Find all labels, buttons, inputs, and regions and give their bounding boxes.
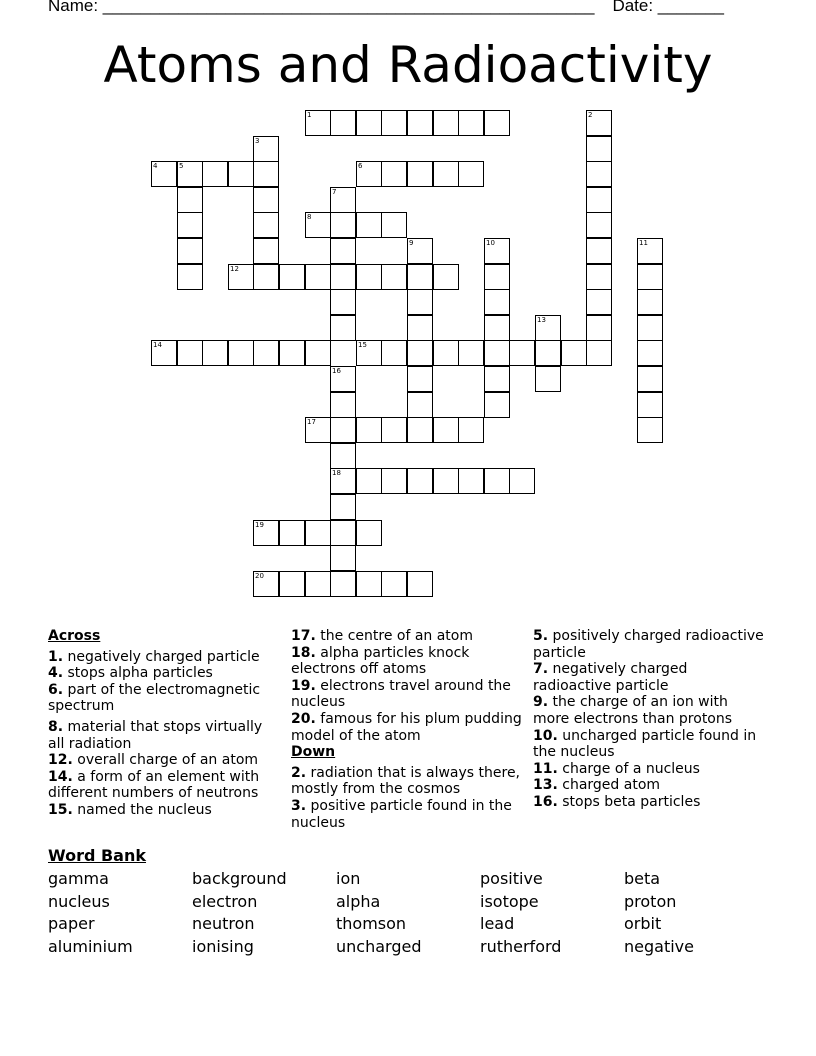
grid-cell[interactable] — [381, 468, 407, 494]
grid-cell[interactable] — [356, 110, 382, 136]
grid-cell[interactable] — [177, 264, 203, 290]
grid-cell[interactable] — [330, 264, 356, 290]
grid-cell[interactable] — [330, 443, 356, 469]
grid-cell[interactable] — [407, 571, 433, 597]
clue-across-18 — [291, 645, 527, 678]
cell-number: 9 — [409, 239, 414, 247]
clue-text: alpha particles knock electrons off atoms — [291, 644, 470, 678]
clue-down-5 — [533, 628, 768, 661]
grid-cell[interactable] — [330, 520, 356, 546]
grid-cell[interactable] — [407, 161, 433, 187]
clue-number: 13. — [533, 777, 558, 794]
grid-cell[interactable] — [330, 315, 356, 341]
clue-across-20 — [291, 711, 527, 744]
grid-cell[interactable] — [253, 264, 279, 290]
clue-text: famous for his plum pudding model of the atom — [291, 710, 522, 744]
clue-text: stops beta particles — [562, 793, 701, 810]
grid-cell[interactable] — [177, 238, 203, 264]
grid-cell[interactable] — [407, 340, 433, 366]
grid-cell[interactable] — [356, 468, 382, 494]
grid-cell[interactable] — [433, 417, 459, 443]
grid-cell[interactable] — [279, 520, 305, 546]
grid-cell[interactable] — [330, 494, 356, 520]
clue-number: 9. — [533, 694, 549, 711]
clue-number: 19. — [291, 677, 316, 694]
grid-cell[interactable] — [407, 392, 433, 418]
grid-cell[interactable] — [535, 366, 561, 392]
clue-text: uncharged particle found in the nucleus — [533, 727, 757, 761]
clue-number: 4. — [48, 665, 64, 682]
word-bank-word: neutron — [192, 914, 255, 933]
grid-cell[interactable] — [253, 238, 279, 264]
cell-number: 12 — [230, 265, 239, 273]
grid-cell[interactable] — [586, 161, 612, 187]
grid-cell[interactable] — [407, 315, 433, 341]
grid-cell[interactable] — [586, 264, 612, 290]
word-bank-word: negative — [624, 936, 694, 956]
grid-cell[interactable] — [279, 264, 305, 290]
grid-cell[interactable] — [253, 161, 279, 187]
grid-cell[interactable] — [586, 289, 612, 315]
grid-cell[interactable] — [330, 212, 356, 238]
grid-cell[interactable] — [228, 161, 254, 187]
grid-cell[interactable] — [381, 571, 407, 597]
grid-cell[interactable] — [407, 110, 433, 136]
clue-text: overall charge of an atom — [77, 752, 259, 769]
grid-cell[interactable] — [330, 366, 356, 392]
grid-cell[interactable] — [535, 340, 561, 366]
clue-down-11 — [533, 761, 768, 778]
clues-column-2 — [291, 628, 527, 831]
word-bank-word: proton — [624, 891, 677, 911]
clue-number: 20. — [291, 710, 316, 727]
grid-cell[interactable] — [381, 161, 407, 187]
word-bank-word: aluminium — [48, 936, 133, 956]
clue-number: 18. — [291, 644, 316, 661]
clue-text: charged atom — [562, 777, 661, 794]
grid-cell[interactable] — [279, 340, 305, 366]
clue-text: a form of an element with different numbers of neutrons — [48, 768, 260, 802]
clue-across-12 — [48, 752, 280, 769]
grid-cell[interactable] — [586, 315, 612, 341]
word-bank-word: background — [192, 869, 287, 888]
grid-cell[interactable] — [407, 264, 433, 290]
grid-cell[interactable] — [305, 571, 331, 597]
cell-number: 20 — [255, 572, 264, 580]
grid-cell[interactable] — [586, 238, 612, 264]
grid-cell[interactable] — [356, 161, 382, 187]
cell-number: 5 — [179, 162, 184, 170]
clue-text: positive particle found in the nucleus — [291, 797, 512, 831]
cell-number: 11 — [639, 239, 648, 247]
grid-cell[interactable] — [586, 110, 612, 136]
clue-number: 15. — [48, 801, 73, 818]
clue-number: 1. — [48, 648, 64, 665]
word-bank-word: electron — [192, 891, 258, 911]
grid-cell[interactable] — [356, 571, 382, 597]
word-bank-word: beta — [624, 869, 661, 888]
grid-cell[interactable] — [151, 340, 177, 366]
grid-cell[interactable] — [433, 110, 459, 136]
grid-cell[interactable] — [637, 392, 663, 418]
grid-cell[interactable] — [433, 264, 459, 290]
clue-across-19 — [291, 678, 527, 711]
word-bank-word: ion — [336, 869, 361, 888]
grid-cell[interactable] — [305, 264, 331, 290]
clue-across-17 — [291, 628, 527, 645]
page-title: Atoms and Radioactivity — [103, 36, 713, 94]
grid-cell[interactable] — [279, 571, 305, 597]
grid-cell[interactable] — [407, 417, 433, 443]
grid-cell[interactable] — [253, 520, 279, 546]
clue-text: the charge of an ion with more electrons than protons — [533, 694, 733, 727]
grid-cell[interactable] — [637, 417, 663, 443]
cell-number: 15 — [358, 341, 367, 349]
clue-text: the centre of an atom — [320, 628, 473, 644]
grid-cell[interactable] — [330, 187, 356, 213]
grid-cell[interactable] — [637, 264, 663, 290]
clue-across-6 — [48, 682, 280, 715]
word-bank-word: uncharged — [336, 936, 422, 956]
clue-down-13 — [533, 777, 768, 794]
clue-down-16 — [533, 794, 768, 811]
clue-down-3 — [291, 798, 527, 831]
grid-cell[interactable] — [330, 571, 356, 597]
word-bank-word: nucleus — [48, 891, 110, 911]
clues-column-3 — [533, 628, 768, 811]
grid-cell[interactable] — [381, 264, 407, 290]
grid-cell[interactable] — [253, 136, 279, 162]
clue-number: 14. — [48, 768, 73, 785]
clue-across-1 — [48, 649, 280, 666]
clue-text: negatively charged particle — [67, 648, 260, 665]
grid-cell[interactable] — [586, 340, 612, 366]
grid-cell[interactable] — [330, 289, 356, 315]
grid-cell[interactable] — [458, 468, 484, 494]
grid-cell[interactable] — [330, 392, 356, 418]
grid-cell[interactable] — [177, 187, 203, 213]
grid-cell[interactable] — [305, 417, 331, 443]
grid-cell[interactable] — [484, 392, 510, 418]
clues-column-1 — [48, 628, 280, 819]
cell-number: 2 — [588, 111, 593, 119]
grid-cell[interactable] — [484, 264, 510, 290]
grid-cell[interactable] — [381, 340, 407, 366]
grid-cell[interactable] — [407, 238, 433, 264]
clue-text: electrons travel around the nucleus — [291, 677, 511, 711]
cell-number: 14 — [153, 341, 162, 349]
word-bank-word: alpha — [336, 891, 381, 911]
word-bank-title: Word Bank — [48, 846, 147, 865]
word-bank-word: paper — [48, 914, 95, 933]
word-bank-word: ionising — [192, 936, 254, 956]
clue-number: 16. — [533, 793, 558, 810]
cell-number: 17 — [307, 418, 316, 426]
cell-number: 10 — [486, 239, 495, 247]
clue-across-4 — [48, 665, 280, 682]
down-heading: Down — [291, 744, 336, 761]
grid-cell[interactable] — [305, 520, 331, 546]
grid-cell[interactable] — [561, 340, 587, 366]
grid-cell[interactable] — [586, 212, 612, 238]
grid-cell[interactable] — [407, 366, 433, 392]
clue-down-7 — [533, 661, 768, 694]
grid-cell[interactable] — [484, 315, 510, 341]
grid-cell[interactable] — [433, 340, 459, 366]
grid-cell[interactable] — [484, 238, 510, 264]
grid-cell[interactable] — [586, 187, 612, 213]
clue-number: 6. — [48, 681, 64, 698]
clue-down-9 — [533, 694, 768, 727]
cell-number: 3 — [255, 137, 260, 145]
clue-text: stops alpha particles — [67, 665, 213, 682]
word-bank-word: positive — [480, 869, 543, 888]
grid-cell[interactable] — [330, 468, 356, 494]
grid-cell[interactable] — [202, 161, 228, 187]
grid-cell[interactable] — [177, 212, 203, 238]
cell-number: 8 — [307, 213, 312, 221]
word-bank-word: isotope — [480, 891, 539, 911]
grid-cell[interactable] — [535, 315, 561, 341]
grid-cell[interactable] — [484, 110, 510, 136]
word-bank-grid — [48, 868, 768, 958]
grid-cell[interactable] — [330, 238, 356, 264]
grid-cell[interactable] — [228, 264, 254, 290]
clue-number: 5. — [533, 628, 549, 644]
grid-cell[interactable] — [458, 110, 484, 136]
cell-number: 7 — [332, 188, 337, 196]
grid-cell[interactable] — [458, 417, 484, 443]
grid-cell[interactable] — [177, 161, 203, 187]
grid-cell[interactable] — [356, 417, 382, 443]
grid-cell[interactable] — [305, 340, 331, 366]
grid-cell[interactable] — [228, 340, 254, 366]
clue-number: 2. — [291, 764, 307, 781]
grid-cell[interactable] — [637, 238, 663, 264]
across-heading: Across — [48, 628, 101, 644]
grid-cell[interactable] — [509, 340, 535, 366]
grid-cell[interactable] — [356, 264, 382, 290]
grid-cell[interactable] — [484, 340, 510, 366]
word-bank-word: orbit — [624, 914, 662, 933]
grid-cell[interactable] — [330, 110, 356, 136]
clue-text: named the nucleus — [77, 801, 212, 818]
name-date-line — [48, 0, 768, 16]
grid-cell[interactable] — [381, 212, 407, 238]
clue-text: charge of a nucleus — [562, 760, 700, 777]
clue-number: 10. — [533, 727, 558, 744]
grid-cell[interactable] — [433, 468, 459, 494]
cell-number: 19 — [255, 521, 264, 529]
grid-cell[interactable] — [407, 468, 433, 494]
grid-cell[interactable] — [458, 340, 484, 366]
grid-cell[interactable] — [253, 571, 279, 597]
cell-number: 1 — [307, 111, 312, 119]
grid-cell[interactable] — [586, 136, 612, 162]
word-bank-word: thomson — [336, 914, 407, 933]
clue-across-14 — [48, 769, 280, 802]
cell-number: 6 — [358, 162, 363, 170]
clue-text: part of the electromagnetic spectrum — [48, 681, 261, 715]
grid-cell[interactable] — [484, 289, 510, 315]
clue-text: positively charged radioactive particle — [533, 628, 764, 661]
clue-text: radiation that is always there, mostly from the cosmos — [291, 764, 521, 798]
grid-cell[interactable] — [458, 161, 484, 187]
clue-number: 7. — [533, 661, 549, 678]
grid-cell[interactable] — [177, 340, 203, 366]
clue-down-10 — [533, 728, 768, 761]
grid-cell[interactable] — [381, 417, 407, 443]
grid-cell[interactable] — [637, 340, 663, 366]
grid-cell[interactable] — [381, 110, 407, 136]
grid-cell[interactable] — [637, 315, 663, 341]
date-field[interactable]: Date: _______ — [612, 0, 724, 15]
clue-number: 12. — [48, 752, 73, 769]
clue-text: negatively charged radioactive particle — [533, 661, 688, 694]
grid-cell[interactable] — [484, 468, 510, 494]
word-bank-word: rutherford — [480, 936, 562, 956]
cell-number: 4 — [153, 162, 158, 170]
grid-cell[interactable] — [356, 212, 382, 238]
grid-cell[interactable] — [637, 289, 663, 315]
grid-cell[interactable] — [356, 340, 382, 366]
clue-down-2 — [291, 765, 527, 798]
grid-cell[interactable] — [253, 340, 279, 366]
grid-cell[interactable] — [637, 366, 663, 392]
grid-cell[interactable] — [509, 468, 535, 494]
grid-cell[interactable] — [356, 520, 382, 546]
clue-across-15 — [48, 802, 280, 819]
cell-number: 18 — [332, 469, 341, 477]
word-bank — [48, 846, 768, 958]
grid-cell[interactable] — [151, 161, 177, 187]
word-bank-word: lead — [480, 914, 515, 933]
clue-number: 17. — [291, 628, 316, 644]
grid-cell[interactable] — [202, 340, 228, 366]
clue-text: material that stops virtually all radiation — [48, 718, 263, 752]
grid-cell[interactable] — [330, 545, 356, 571]
grid-cell[interactable] — [305, 212, 331, 238]
clue-number: 11. — [533, 760, 558, 777]
grid-cell[interactable] — [305, 110, 331, 136]
word-bank-word: gamma — [48, 869, 109, 888]
clue-number: 3. — [291, 797, 307, 814]
cell-number: 16 — [332, 367, 341, 375]
grid-cell[interactable] — [253, 187, 279, 213]
name-field[interactable]: Name: ____________________________________________________ — [48, 0, 595, 15]
cell-number: 13 — [537, 316, 546, 324]
clue-number: 8. — [48, 718, 64, 735]
grid-cell[interactable] — [330, 417, 356, 443]
grid-cell[interactable] — [484, 366, 510, 392]
clue-across-8 — [48, 719, 280, 752]
grid-cell[interactable] — [407, 289, 433, 315]
grid-cell[interactable] — [253, 212, 279, 238]
grid-cell[interactable] — [433, 161, 459, 187]
